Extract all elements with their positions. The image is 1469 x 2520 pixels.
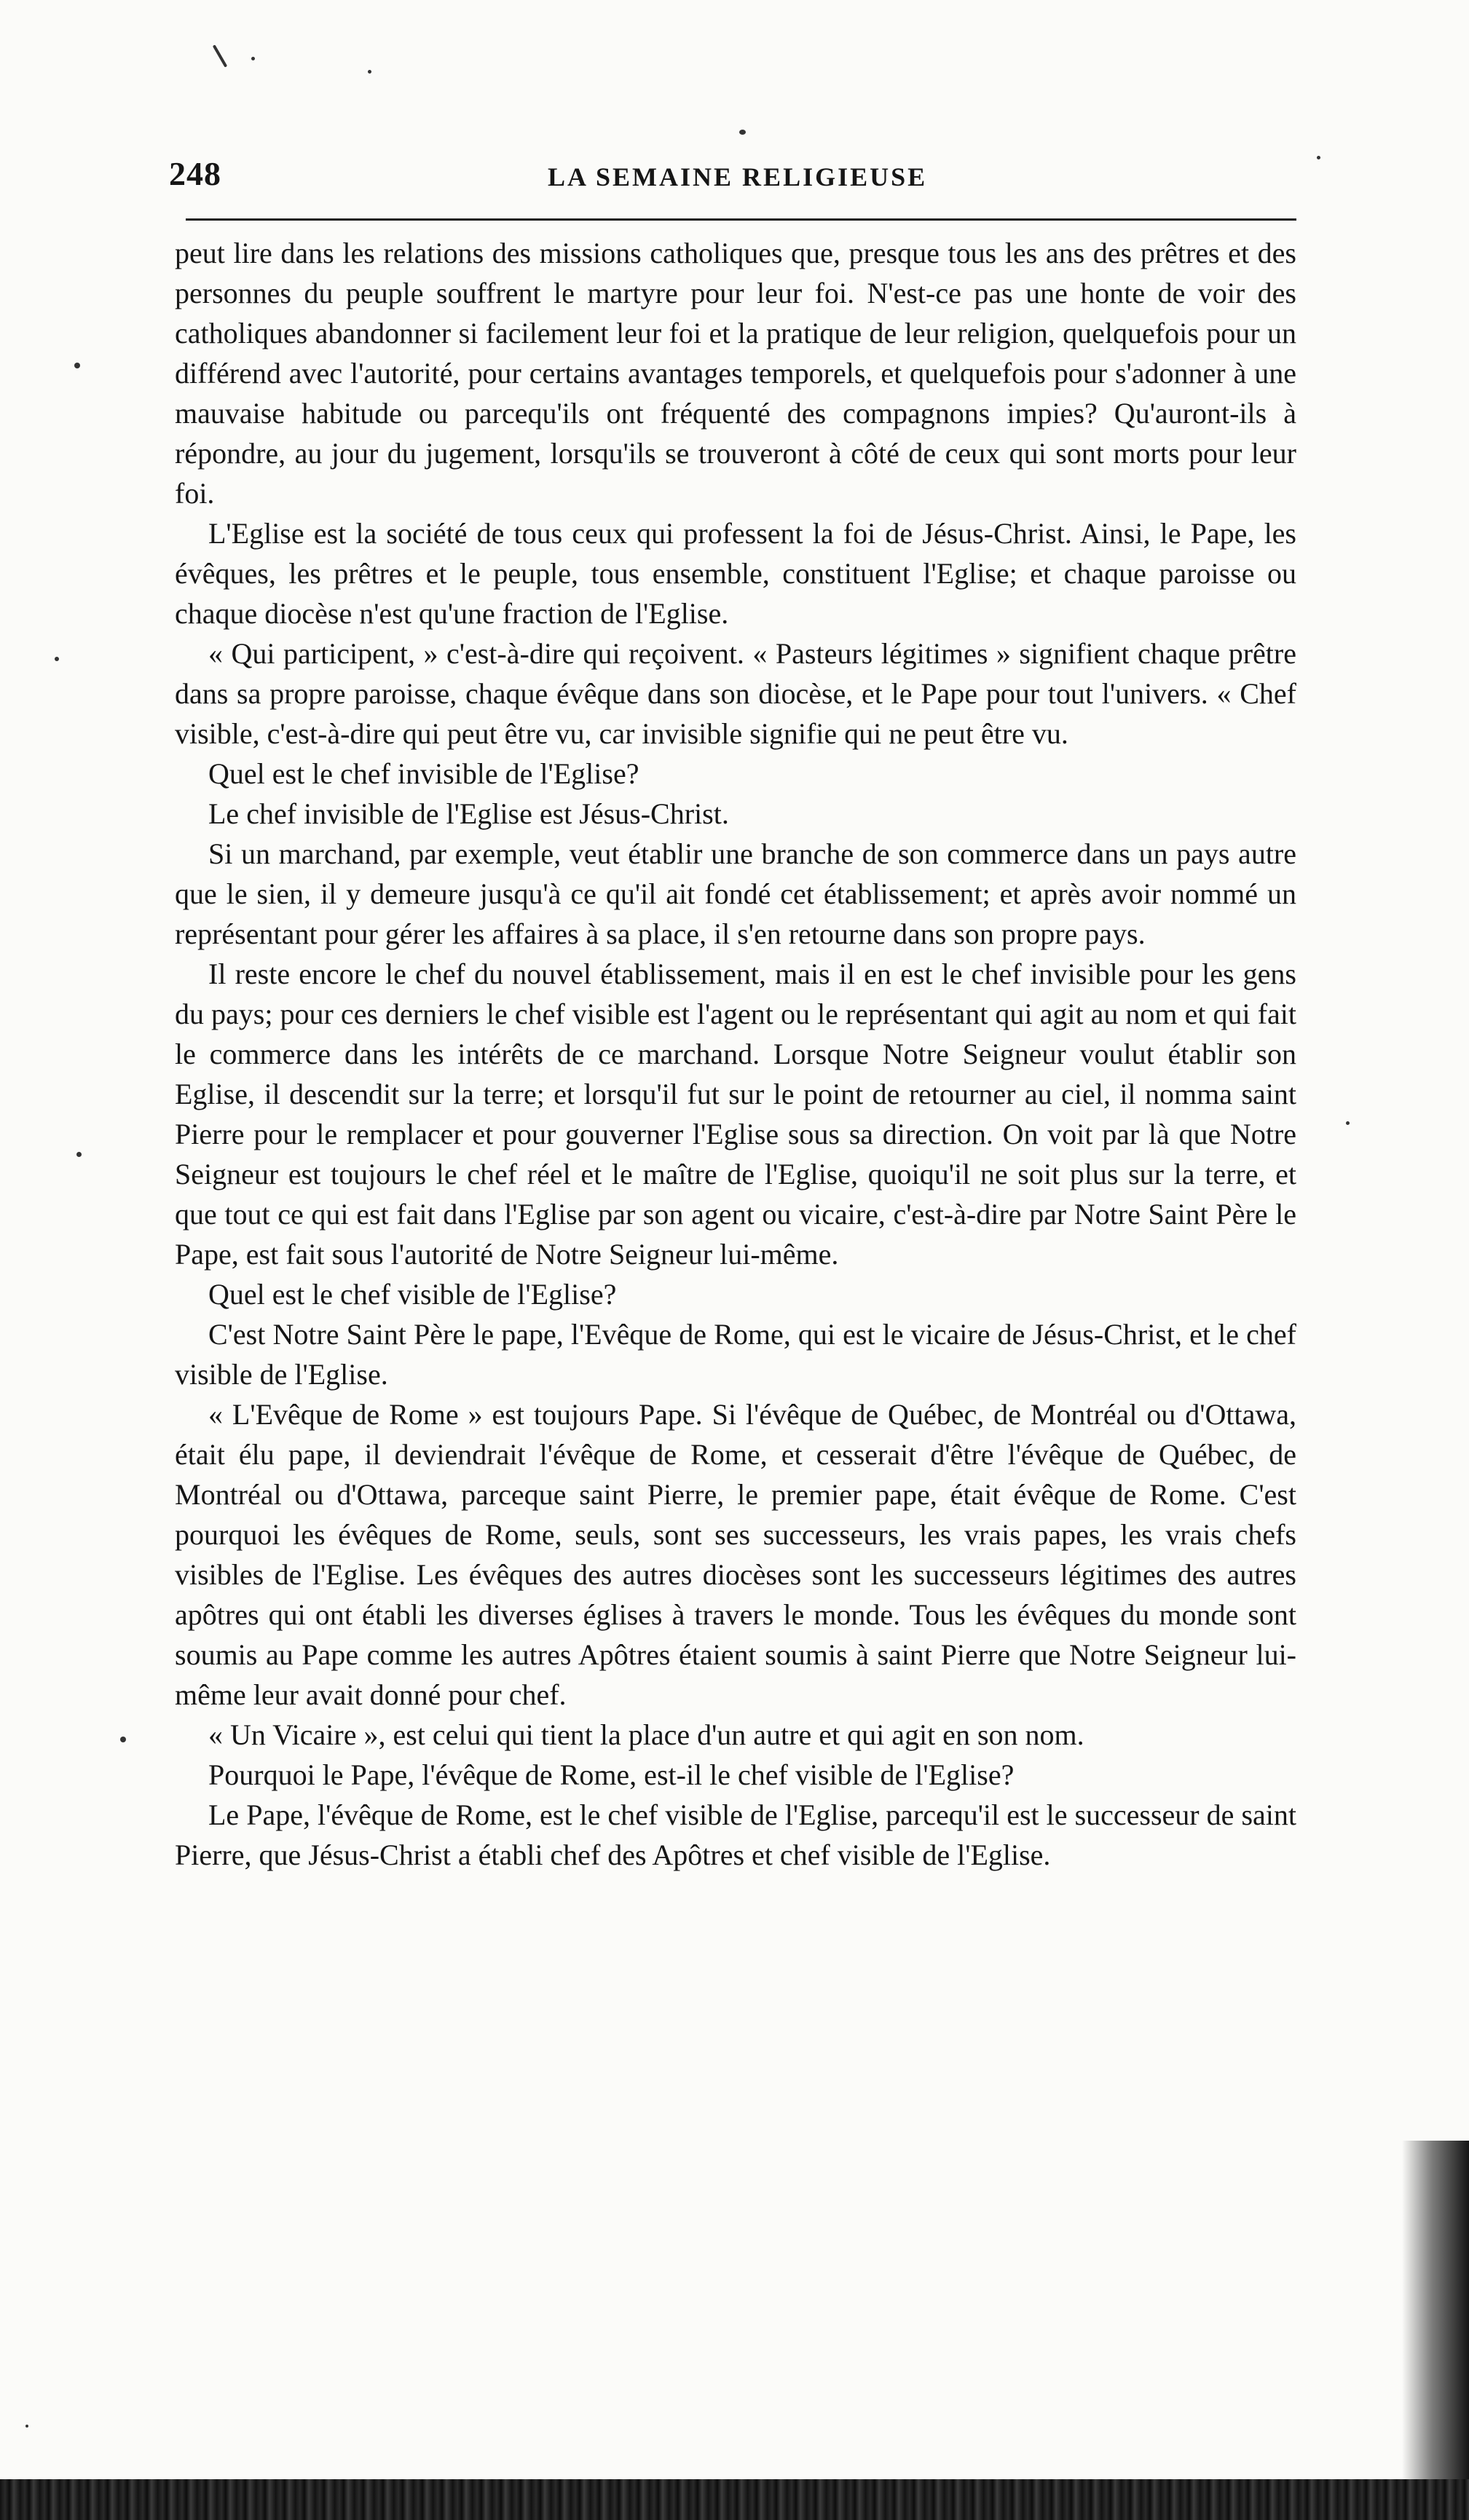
scan-edge-shadow — [1402, 2141, 1469, 2483]
paragraph: « L'Evêque de Rome » est toujours Pape. Si l'évêque de Québec, de Montréal ou d'Ottawa, était élu pape, il deviendrait l'évêque de Rome, et cesserait d'être l'évêque de Québec, de Montréal ou d'Ottawa, parceque saint Pierre, le premier pape, était évêque de Rome. C'est pourquoi les évêques de Rome, seuls, sont ses successeurs, les vrais papes, les vrais chefs visibles de l'Eglise. Les évêques des autres diocèses sont les successeurs légitimes des autres apôtres qui ont établi les diverses églises à travers le monde. Tous les évêques du monde sont soumis au Pape comme les autres Apôtres étaient soumis à saint Pierre que Notre Seigneur lui-même leur avait donné pour chef. — [175, 1398, 1296, 1711]
question: Quel est le chef visible de l'Eglise? — [208, 1278, 617, 1311]
question: Quel est le chef invisible de l'Eglise? — [208, 757, 639, 790]
scan-speck — [76, 1152, 82, 1157]
paragraph: « Un Vicaire », est celui qui tient la place d'un autre et qui agit en son nom. — [208, 1718, 1084, 1751]
scan-speck — [120, 1737, 126, 1742]
running-title: LA SEMAINE RELIGIEUSE — [548, 162, 928, 191]
scan-edge-strip — [0, 2479, 1469, 2520]
scan-speck — [739, 130, 746, 135]
scan-speck — [368, 70, 371, 74]
header-rule — [186, 218, 1296, 221]
paragraph: L'Eglise est la société de tous ceux qui professent la foi de Jésus-Christ. Ainsi, le Pape, les évêques, les prêtres et le peuple, tous ensemble, constituent l'Eglise; et chaque paroisse ou chaque diocèse n'est qu'une fraction de l'Eglise. — [175, 517, 1296, 630]
page-number: 248 — [169, 155, 221, 192]
scan-speck — [213, 44, 227, 67]
scan-speck — [25, 2425, 28, 2428]
answer: Le Pape, l'évêque de Rome, est le chef visible de l'Eglise, parcequ'il est le successeur de saint Pierre, que Jésus-Christ a établi chef des Apôtres et chef visible de l'Eglise. — [175, 1798, 1296, 1871]
paragraph: « Qui participent, » c'est-à-dire qui reçoivent. « Pasteurs légitimes » signifient chaque prêtre dans sa propre paroisse, chaque évêque dans son diocèse, et le Pape pour tout l'univers. « Chef visible, c'est-à-dire qui peut être vu, car invisible signifie qui ne peut être vu. — [175, 637, 1296, 750]
page-header — [169, 154, 1296, 198]
question: Pourquoi le Pape, l'évêque de Rome, est-il le chef visible de l'Eglise? — [208, 1758, 1015, 1791]
scan-speck — [1317, 156, 1320, 159]
scan-speck — [55, 657, 59, 661]
scan-speck — [1346, 1121, 1350, 1125]
paragraph: Si un marchand, par exemple, veut établir une branche de son commerce dans un pays autre que le sien, il y demeure jusqu'à ce qu'il ait fondé cet établissement; et après avoir nommé un représentant pour gérer les affaires à sa place, il s'en retourne dans son propre pays. — [175, 837, 1296, 950]
scan-speck — [74, 363, 80, 368]
answer: Le chef invisible de l'Eglise est Jésus-Christ. — [208, 797, 729, 830]
paragraph: Il reste encore le chef du nouvel établissement, mais il en est le chef invisible pour les gens du pays; pour ces derniers le chef visible est l'agent ou le représentant qui agit au nom et qui fait le commerce dans les intérêts de ce marchand. Lorsque Notre Seigneur voulut établir son Eglise, il descendit sur la terre; et lorsqu'il fut sur le point de retourner au ciel, il nomma saint Pierre pour le remplacer et pour gouverner l'Eglise sous sa direction. On voit par là que Notre Seigneur est toujours le chef réel et le maître de l'Eglise, quoiqu'il ne soit plus sur la terre, et que tout ce qui est fait dans l'Eglise par son agent ou vicaire, c'est-à-dire par Notre Saint Père le Pape, est fait sous l'autorité de Notre Seigneur lui-même. — [175, 957, 1296, 1271]
body-text — [175, 233, 1296, 1875]
scan-speck — [251, 57, 255, 60]
paragraph: peut lire dans les relations des missions catholiques que, presque tous les ans des prêtres et des personnes du peuple souffrent le martyre pour leur foi. N'est-ce pas une honte de voir des catholiques abandonner si facilement leur foi et la pratique de leur religion, quelquefois pour un différend avec l'autorité, pour certains avantages temporels, et quelquefois pour s'adonner à une mauvaise habitude ou parcequ'ils ont fréquenté des compagnons impies? Qu'auront-ils à répondre, au jour du jugement, lorsqu'ils se trouveront à côté de ceux qui sont morts pour leur foi. — [175, 237, 1296, 510]
answer: C'est Notre Saint Père le pape, l'Evêque de Rome, qui est le vicaire de Jésus-Christ, et le chef visible de l'Eglise. — [175, 1318, 1296, 1391]
